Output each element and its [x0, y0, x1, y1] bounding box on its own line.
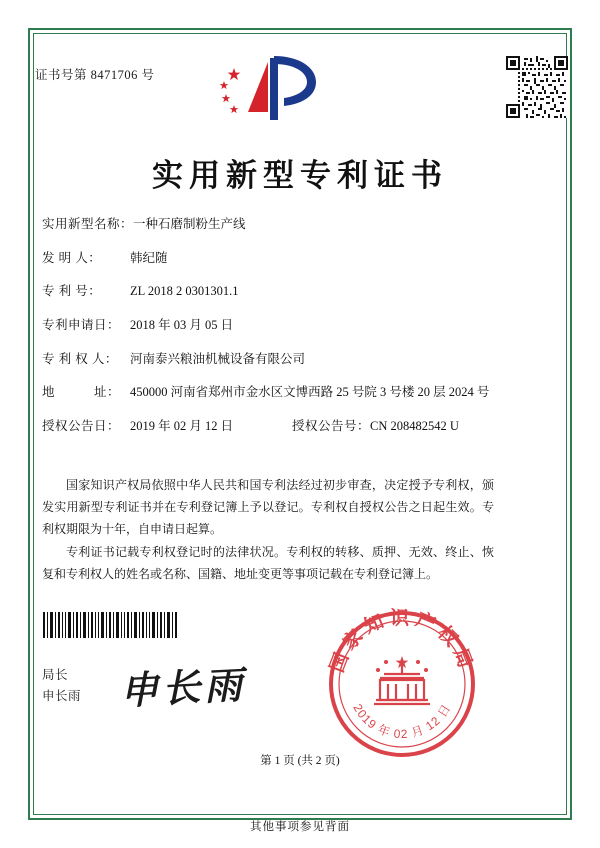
legal-paragraph: 专利证书记载专利权登记时的法律状况。专利权的转移、质押、无效、终止、恢复和专利权人的姓名或名称、国籍、地址变更等事项记载在专利登记簿上。	[42, 545, 494, 582]
svg-text:国家知识产权局: 国家知识产权局	[326, 608, 478, 676]
director-signature: 申长雨	[119, 664, 248, 714]
director-block	[42, 665, 81, 706]
grant-number-group	[292, 417, 459, 435]
field-row-patentee	[42, 350, 494, 368]
director-title: 局长	[42, 668, 69, 682]
field-label: 授权公告日：	[42, 418, 121, 433]
barcode	[42, 612, 180, 638]
field-label: 专 利 权 人：	[42, 351, 118, 366]
field-row-inventor	[42, 249, 494, 267]
field-label: 发 明 人：	[42, 250, 102, 265]
cnipa-logo-icon	[212, 52, 322, 124]
legal-text-block	[42, 475, 494, 588]
svg-text:2019 年 02 月 12 日: 2019 年 02 月 12 日	[350, 701, 454, 742]
qr-code	[506, 56, 568, 118]
field-value: 2018 年 03 月 05 日	[130, 317, 234, 332]
field-label: 专 利 号：	[42, 284, 102, 299]
field-label: 专利申请日：	[42, 317, 121, 332]
field-value: 韩纪随	[130, 250, 168, 265]
field-label: 授权公告号：	[292, 418, 371, 433]
back-side-note: 其他事项参见背面	[250, 821, 350, 833]
field-value: CN 208482542 U	[370, 418, 459, 433]
legal-paragraph: 国家知识产权局依照中华人民共和国专利法经过初步审查，决定授予专利权，颁发实用新型专利证书并在专利登记簿上予以登记。专利权自授权公告之日起生效。专利权期限为十年，自申请日起算。	[42, 478, 494, 536]
grant-date-group	[42, 417, 292, 435]
field-value: 450000 河南省郑州市金水区文博西路 25 号院 3 号楼 20 层 2024 号	[130, 385, 490, 400]
official-seal	[318, 600, 486, 768]
field-value: 2019 年 02 月 12 日	[130, 418, 234, 433]
field-label: 地 址：	[42, 385, 121, 400]
field-row-address	[42, 383, 494, 401]
field-value: ZL 2018 2 0301301.1	[130, 284, 239, 299]
page-number: 第 1 页 (共 2 页)	[260, 755, 340, 767]
certificate-number: 证书号第 8471706 号	[35, 68, 155, 82]
field-row-application-date	[42, 316, 494, 334]
field-value: 河南泰兴粮油机械设备有限公司	[130, 351, 306, 366]
field-label: 实用新型名称：	[42, 217, 134, 231]
fields-block	[42, 215, 494, 450]
field-value: 一种石磨制粉生产线	[133, 217, 246, 231]
field-row-utility-model-name	[42, 215, 494, 233]
field-row-grant	[42, 417, 494, 435]
field-row-patent-number	[42, 282, 494, 300]
director-name: 申长雨	[42, 688, 82, 703]
page-title: 实用新型专利证书	[152, 158, 448, 193]
